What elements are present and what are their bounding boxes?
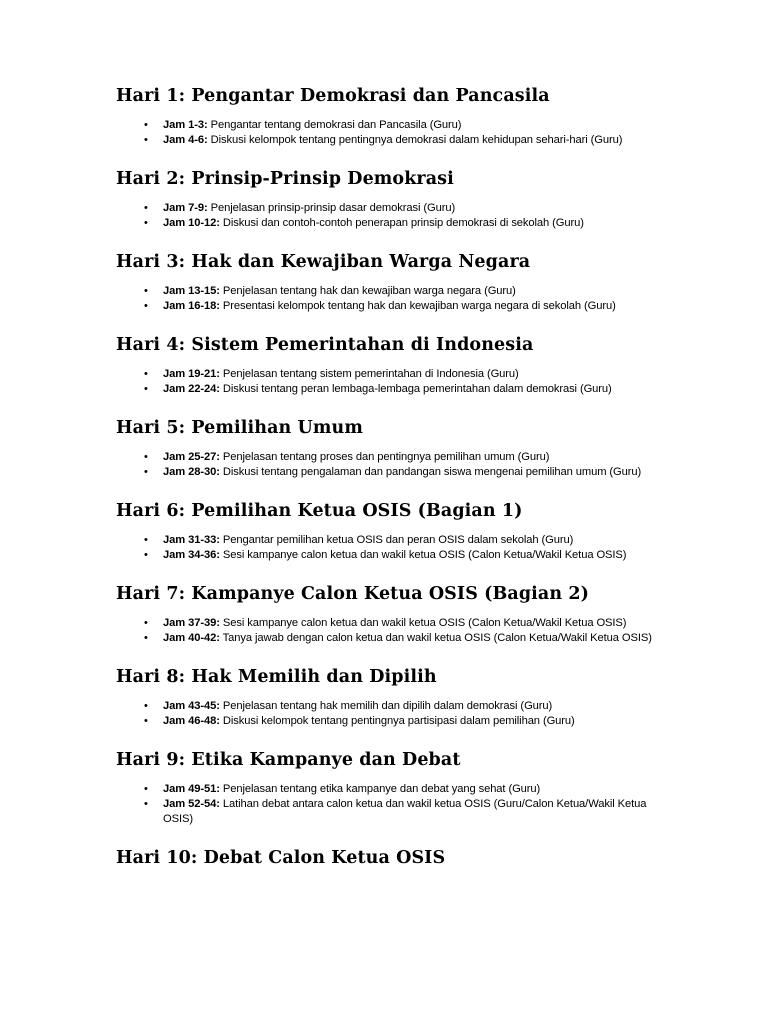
session-item bbox=[116, 714, 656, 729]
bullet-icon: • bbox=[144, 715, 148, 727]
session-time: Jam 10-12: bbox=[163, 217, 220, 229]
session-time: Jam 49-51: bbox=[163, 783, 220, 795]
session-time: Jam 46-48: bbox=[163, 715, 220, 727]
session-item bbox=[116, 631, 656, 646]
session-description: Presentasi kelompok tentang hak dan kewajiban warga negara di sekolah (Guru) bbox=[222, 300, 616, 312]
session-description: Sesi kampanye calon ketua dan wakil ketua OSIS (Calon Ketua/Wakil Ketua OSIS) bbox=[222, 617, 627, 629]
session-description: Pengantar tentang demokrasi dan Pancasila (Guru) bbox=[210, 119, 462, 131]
session-item bbox=[116, 367, 656, 382]
session-item bbox=[116, 699, 656, 714]
session-time: Jam 43-45: bbox=[163, 700, 220, 712]
session-description: Penjelasan prinsip-prinsip dasar demokrasi (Guru) bbox=[210, 202, 456, 214]
bullet-icon: • bbox=[144, 549, 148, 561]
bullet-icon: • bbox=[144, 783, 148, 795]
day-heading: Hari 2: Prinsip-Prinsip Demokrasi bbox=[116, 169, 454, 189]
session-list bbox=[116, 201, 656, 231]
session-description: Penjelasan tentang proses dan pentingnya pemilihan umum (Guru) bbox=[222, 451, 550, 463]
day-heading: Hari 3: Hak dan Kewajiban Warga Negara bbox=[116, 252, 531, 272]
session-time: Jam 40-42: bbox=[163, 632, 220, 644]
bullet-icon: • bbox=[144, 134, 148, 146]
session-item bbox=[116, 450, 656, 465]
session-description: Tanya jawab dengan calon ketua dan wakil ketua OSIS (Calon Ketua/Wakil Ketua OSIS) bbox=[222, 632, 652, 644]
session-time: Jam 7-9: bbox=[163, 202, 208, 214]
session-description: Penjelasan tentang sistem pemerintahan di Indonesia (Guru) bbox=[222, 368, 519, 380]
session-item bbox=[116, 118, 656, 133]
bullet-icon: • bbox=[144, 383, 148, 395]
day-section bbox=[116, 499, 656, 563]
session-time: Jam 1-3: bbox=[163, 119, 208, 131]
session-description: Penjelasan tentang hak dan kewajiban warga negara (Guru) bbox=[222, 285, 516, 297]
document-page bbox=[116, 84, 656, 870]
session-description: Diskusi dan contoh-contoh penerapan prinsip demokrasi di sekolah (Guru) bbox=[222, 217, 584, 229]
session-description: Penjelasan tentang etika kampanye dan debat yang sehat (Guru) bbox=[222, 783, 541, 795]
bullet-icon: • bbox=[144, 202, 148, 214]
session-item bbox=[116, 201, 656, 216]
day-section bbox=[116, 582, 656, 646]
session-description: Pengantar pemilihan ketua OSIS dan peran OSIS dalam sekolah (Guru) bbox=[222, 534, 574, 546]
bullet-icon: • bbox=[144, 798, 148, 810]
day-section bbox=[116, 846, 656, 870]
session-time: Jam 28-30: bbox=[163, 466, 220, 478]
session-description: Diskusi tentang pengalaman dan pandangan siswa mengenai pemilihan umum (Guru) bbox=[222, 466, 642, 478]
session-list bbox=[116, 118, 656, 148]
session-time: Jam 34-36: bbox=[163, 549, 220, 561]
session-list bbox=[116, 284, 656, 314]
day-section bbox=[116, 167, 656, 231]
session-list bbox=[116, 782, 656, 827]
day-heading: Hari 4: Sistem Pemerintahan di Indonesia bbox=[116, 335, 534, 355]
bullet-icon: • bbox=[144, 700, 148, 712]
day-section bbox=[116, 333, 656, 397]
bullet-icon: • bbox=[144, 617, 148, 629]
bullet-icon: • bbox=[144, 632, 148, 644]
session-list bbox=[116, 699, 656, 729]
session-item bbox=[116, 465, 656, 480]
bullet-icon: • bbox=[144, 466, 148, 478]
session-list bbox=[116, 367, 656, 397]
session-description: Diskusi kelompok tentang pentingnya demokrasi dalam kehidupan sehari-hari (Guru) bbox=[210, 134, 623, 146]
day-section bbox=[116, 84, 656, 148]
session-description: Diskusi kelompok tentang pentingnya partisipasi dalam pemilihan (Guru) bbox=[222, 715, 575, 727]
day-heading: Hari 6: Pemilihan Ketua OSIS (Bagian 1) bbox=[116, 501, 523, 521]
day-heading: Hari 7: Kampanye Calon Ketua OSIS (Bagian 2) bbox=[116, 584, 590, 604]
session-time: Jam 22-24: bbox=[163, 383, 220, 395]
bullet-icon: • bbox=[144, 285, 148, 297]
session-description: Latihan debat antara calon ketua dan wakil ketua OSIS (Guru/Calon Ketua/Wakil Ketua OSIS) bbox=[163, 798, 647, 825]
bullet-icon: • bbox=[144, 534, 148, 546]
session-time: Jam 31-33: bbox=[163, 534, 220, 546]
bullet-icon: • bbox=[144, 300, 148, 312]
session-time: Jam 4-6: bbox=[163, 134, 208, 146]
session-list bbox=[116, 616, 656, 646]
session-description: Sesi kampanye calon ketua dan wakil ketua OSIS (Calon Ketua/Wakil Ketua OSIS) bbox=[222, 549, 627, 561]
session-list bbox=[116, 533, 656, 563]
day-heading: Hari 5: Pemilihan Umum bbox=[116, 418, 363, 438]
session-item bbox=[116, 382, 656, 397]
bullet-icon: • bbox=[144, 368, 148, 380]
session-item bbox=[116, 533, 656, 548]
day-section bbox=[116, 665, 656, 729]
session-time: Jam 19-21: bbox=[163, 368, 220, 380]
session-item bbox=[116, 616, 656, 631]
session-list bbox=[116, 450, 656, 480]
session-item bbox=[116, 216, 656, 231]
day-section bbox=[116, 250, 656, 314]
bullet-icon: • bbox=[144, 217, 148, 229]
session-time: Jam 16-18: bbox=[163, 300, 220, 312]
day-heading: Hari 10: Debat Calon Ketua OSIS bbox=[116, 848, 446, 868]
session-item bbox=[116, 548, 656, 563]
session-item bbox=[116, 133, 656, 148]
session-time: Jam 37-39: bbox=[163, 617, 220, 629]
session-time: Jam 52-54: bbox=[163, 798, 220, 810]
day-section bbox=[116, 416, 656, 480]
session-item bbox=[116, 782, 656, 797]
session-time: Jam 25-27: bbox=[163, 451, 220, 463]
bullet-icon: • bbox=[144, 451, 148, 463]
day-section bbox=[116, 748, 656, 827]
session-item bbox=[116, 284, 656, 299]
session-item bbox=[116, 299, 656, 314]
day-heading: Hari 8: Hak Memilih dan Dipilih bbox=[116, 667, 437, 687]
day-heading: Hari 9: Etika Kampanye dan Debat bbox=[116, 750, 461, 770]
session-item bbox=[116, 797, 656, 827]
session-description: Penjelasan tentang hak memilih dan dipilih dalam demokrasi (Guru) bbox=[222, 700, 553, 712]
day-heading: Hari 1: Pengantar Demokrasi dan Pancasila bbox=[116, 86, 550, 106]
session-time: Jam 13-15: bbox=[163, 285, 220, 297]
bullet-icon: • bbox=[144, 119, 148, 131]
session-description: Diskusi tentang peran lembaga-lembaga pemerintahan dalam demokrasi (Guru) bbox=[222, 383, 612, 395]
